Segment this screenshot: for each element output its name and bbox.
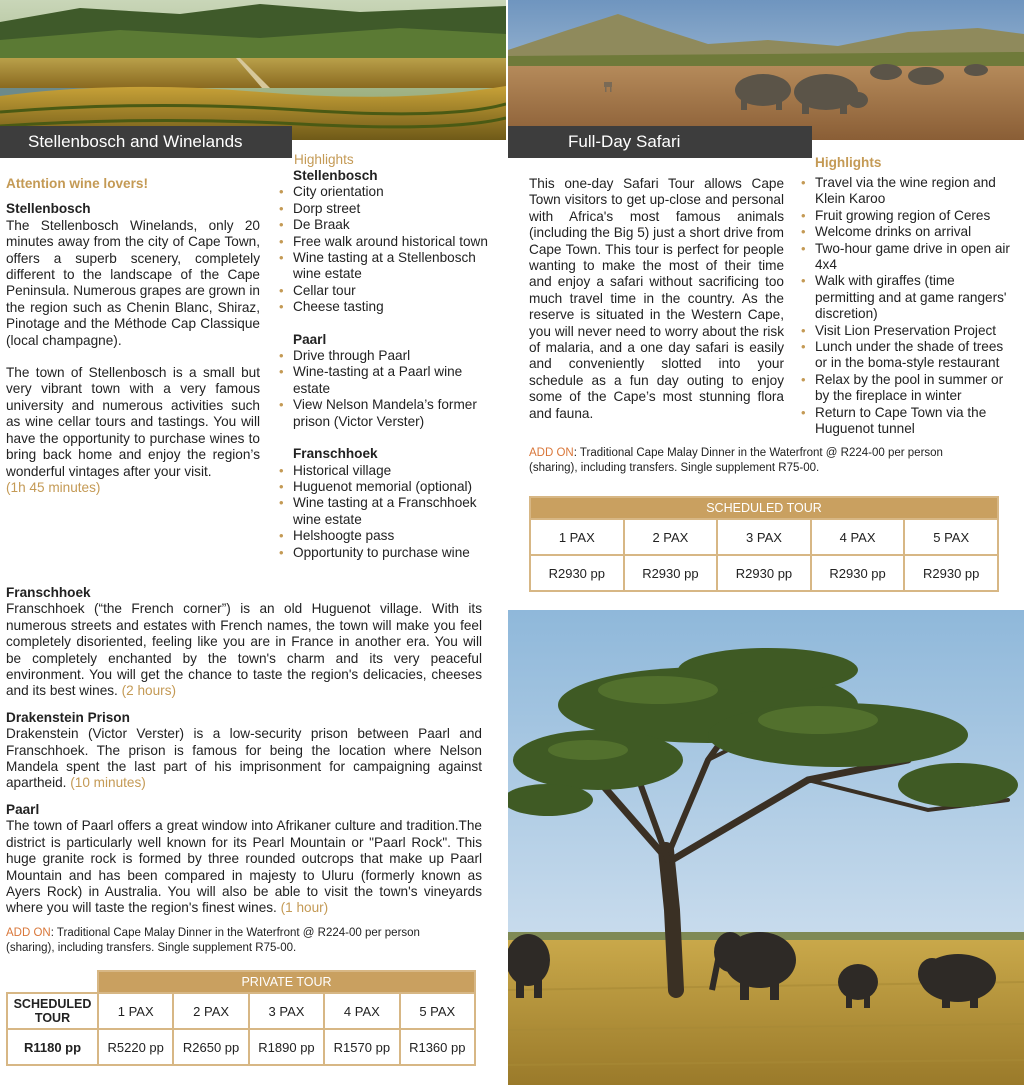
safari-addon (529, 446, 989, 476)
safari-scheduled-table (529, 496, 999, 592)
price-cell: R2930 pp (624, 555, 718, 591)
scheduled-tour-price: R1180 pp (7, 1029, 98, 1065)
price-cell: R2930 pp (904, 555, 998, 591)
highlight-item: • De Braak (279, 217, 491, 233)
winelands-addon-label: ADD ON (6, 927, 51, 939)
private-tour-table (6, 970, 476, 1066)
safari-description: This one-day Safari Tour allows Cape Town visitors to get up-close and personal with Africa's most famous animals (including the Big 5) just a short drive from Cape Town. This tour is perfect for people wanting to make the most of their time and enjoy a safari without sacrificing too much travel time in the country. As the reserve is situated in the Western Cape, you will never need to worry about the risk of malaria, and a one day safari is easily and conveniently slotted into your schedule as a fun day outing to enjoy some of the Cape’s most stunning flora and fauna. (529, 176, 784, 421)
pax-header: 2 PAX (624, 519, 718, 555)
pax-header: 1 PAX (98, 993, 173, 1029)
winelands-addon (6, 926, 466, 956)
safari-banner: Full-Day Safari (508, 126, 812, 158)
highlight-item: • Opportunity to purchase wine (279, 545, 491, 561)
paarl-duration: (1 hour) (280, 900, 329, 916)
pax-header: 3 PAX (717, 519, 811, 555)
drakenstein-paragraph (6, 726, 482, 792)
safari-highlight-item: • Return to Cape Town via the Huguenot tunnel (801, 405, 1015, 438)
attention-heading: Attention wine lovers! (6, 176, 148, 191)
paarl-paragraph (6, 818, 482, 916)
highlight-item: • Historical village (279, 463, 491, 479)
franschhoek-heading: Franschhoek (6, 585, 91, 600)
safari-highlight-item: • Welcome drinks on arrival (801, 224, 1015, 240)
highlight-item: • Huguenot memorial (optional) (279, 479, 491, 495)
acacia-elephants-photo (508, 610, 1024, 1085)
safari-highlight-item: • Relax by the pool in summer or by the fireplace in winter (801, 372, 1015, 405)
pax-header: 1 PAX (530, 519, 624, 555)
safari-highlight-item: • Fruit growing region of Ceres (801, 208, 1015, 224)
safari-highlight-item: • Travel via the wine region and Klein Karoo (801, 175, 1015, 208)
safari-addon-label: ADD ON (529, 447, 574, 459)
winelands-highlights-title: Highlights (294, 152, 354, 167)
safari-highlight-item: • Visit Lion Preservation Project (801, 323, 1015, 339)
paarl-text: The town of Paarl offers a great window into Afrikaner culture and tradition.The district is particularly well known for its Pearl Mountain or "Paarl Rock". This huge granite rock is formed by three rounded outcrops that make up Paarl Mountain and has been compared in majesty to Uluru (formerly known as Ayers Rock) in Australia. You will also be able to visit the town's vineyards where you will taste the region's finest wines. (6, 818, 482, 916)
price-cell: R2930 pp (811, 555, 905, 591)
price-cell: R2930 pp (530, 555, 624, 591)
highlight-group-stellenbosch (279, 168, 491, 316)
safari-highlight-item: • Walk with giraffes (time permitting and at game rangers' discretion) (801, 273, 1015, 322)
winelands-details (6, 585, 482, 917)
highlight-item: • View Nelson Mandela’s former prison (Victor Verster) (279, 397, 491, 430)
highlight-item: • Wine tasting at a Stellenbosch wine estate (279, 250, 491, 283)
highlight-group-title: Paarl (293, 331, 327, 347)
stellenbosch-heading: Stellenbosch (6, 201, 91, 217)
winelands-highlights (279, 152, 491, 561)
private-tour-header: PRIVATE TOUR (98, 971, 475, 993)
pax-header: 4 PAX (811, 519, 905, 555)
safari-addon-text: : Traditional Cape Malay Dinner in the Waterfront @ R224-00 per person (sharing), including transfers. Single supplement R75-00. (529, 447, 943, 474)
price-cell: R1570 pp (324, 1029, 399, 1065)
highlight-item: • City orientation (279, 184, 491, 200)
highlight-group-franschhoek (279, 446, 491, 561)
drakenstein-text: Drakenstein (Victor Verster) is a low-security prison between Paarl and Franschhoek. The prison is famous for being the location where Nelson Mandela spent the last part of his imprisonment for campaigning against apartheid. (6, 726, 482, 791)
pax-header: 2 PAX (173, 993, 248, 1029)
paarl-heading: Paarl (6, 801, 40, 817)
highlight-item: • Free walk around historical town (279, 234, 491, 250)
highlight-item: • Cellar tour (279, 283, 491, 299)
price-cell: R1890 pp (249, 1029, 324, 1065)
pax-header: 3 PAX (249, 993, 324, 1029)
highlight-group-paarl (279, 332, 491, 430)
stellenbosch-duration: (1h 45 minutes) (6, 479, 101, 495)
safari-highlights (801, 155, 1015, 438)
safari-highlights-title: Highlights (815, 155, 882, 170)
winelands-addon-text: : Traditional Cape Malay Dinner in the Waterfront @ R224-00 per person (sharing), including transfers. Single supplement R75-00. (6, 927, 420, 954)
stellenbosch-banner: Stellenbosch and Winelands (0, 126, 292, 158)
highlight-item: • Drive through Paarl (279, 348, 491, 364)
stellenbosch-paragraph-1: The Stellenbosch Winelands, only 20 minutes away from the city of Cape Town, offers a superb scenery, completely different to the landscape of the Cape Peninsula. Numerous grapes are grown in the region such as Chenin Blanc, Shiraz, Pinotage and the Méthode Cap Classique (local champagne). (6, 217, 260, 348)
stellenbosch-paragraph-2: The town of Stellenbosch is a small but very vibrant town with a very famous university and numerous activities such as wine cellar tours and tastings. You will have the opportunity to purchase wines to bring back home and enjoy the region’s wonderful vintages after your visit. (6, 365, 260, 479)
safari-highlight-item: • Lunch under the shade of trees or in the boma-style restaurant (801, 339, 1015, 372)
highlight-item: • Cheese tasting (279, 299, 491, 315)
price-cell: R1360 pp (400, 1029, 475, 1065)
scheduled-tour-label: SCHEDULED TOUR (7, 993, 98, 1029)
pax-header: 5 PAX (400, 993, 475, 1029)
highlight-item: • Wine-tasting at a Paarl wine estate (279, 364, 491, 397)
stellenbosch-intro (6, 176, 260, 496)
pax-header: 4 PAX (324, 993, 399, 1029)
drakenstein-duration: (10 minutes) (70, 775, 146, 791)
highlight-group-title: Stellenbosch (293, 168, 378, 183)
price-cell: R2930 pp (717, 555, 811, 591)
highlight-item: • Dorp street (279, 201, 491, 217)
vineyard-photo (0, 0, 506, 140)
franschhoek-duration: (2 hours) (121, 683, 177, 699)
table-spacer (7, 971, 98, 993)
highlight-item: • Helshoogte pass (279, 528, 491, 544)
pax-header: 5 PAX (904, 519, 998, 555)
safari-highlight-item: • Two-hour game drive in open air 4x4 (801, 241, 1015, 274)
safari-table-header: SCHEDULED TOUR (530, 497, 998, 519)
highlight-item: • Wine tasting at a Franschhoek wine estate (279, 495, 491, 528)
franschhoek-text: Franschhoek (“the French corner”) is an old Huguenot village. With its numerous streets and estates with French names, the town will make you feel completely disoriented, feeling like you are in France in another era. You will be completely enchanted by the town's charm and its very peaceful environment. You will get the chance to taste the region's delicacies, cheeses and its best wines. (6, 601, 482, 699)
drakenstein-heading: Drakenstein Prison (6, 709, 130, 725)
price-cell: R2650 pp (173, 1029, 248, 1065)
price-cell: R5220 pp (98, 1029, 173, 1065)
rhino-photo (508, 0, 1024, 140)
highlight-group-title: Franschhoek (293, 446, 378, 462)
franschhoek-paragraph (6, 601, 482, 699)
